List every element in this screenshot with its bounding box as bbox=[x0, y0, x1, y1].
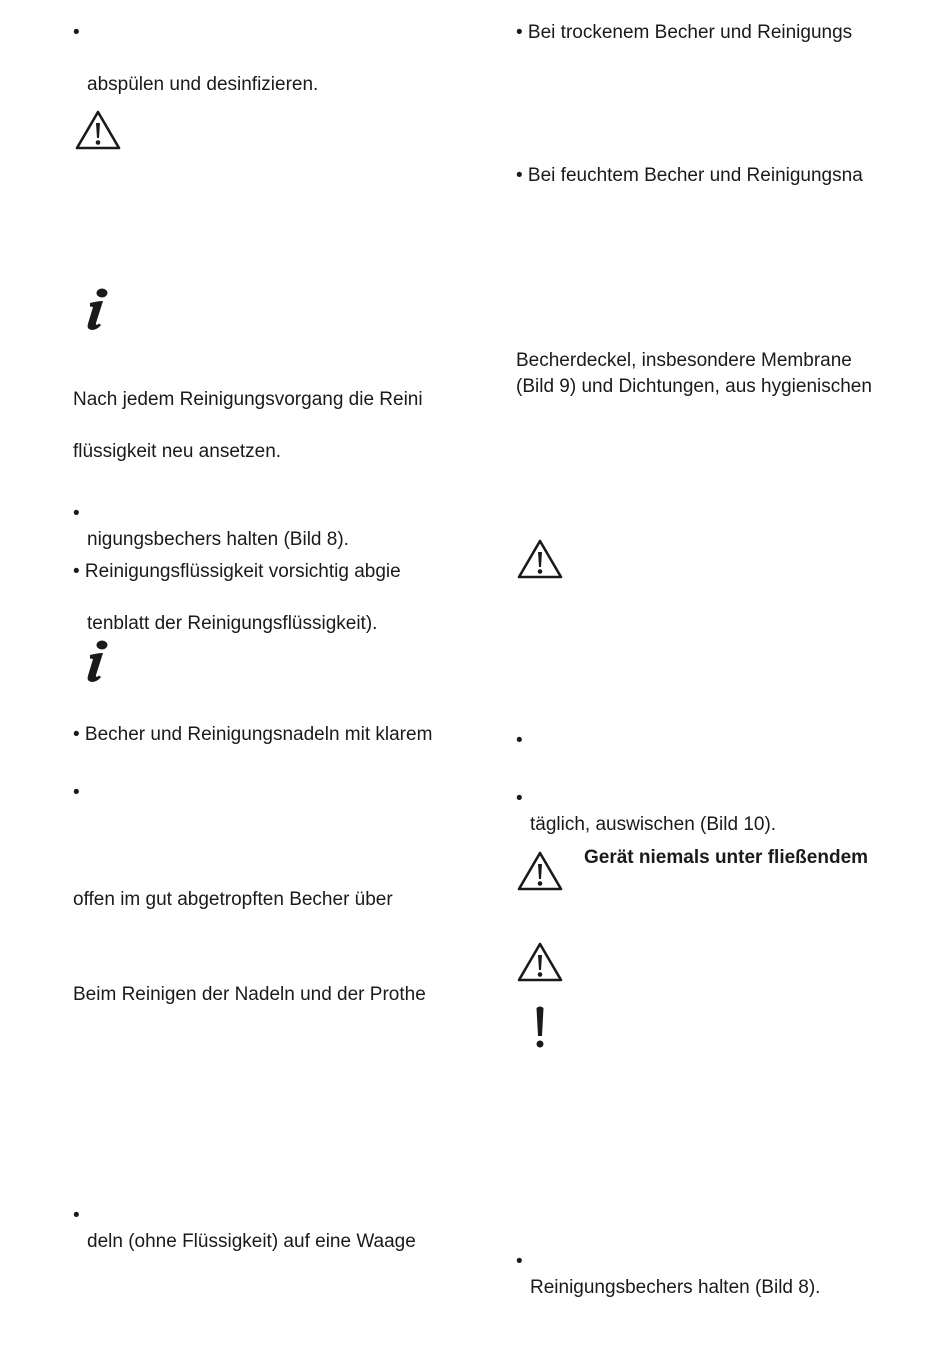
text-line: nigungsbechers halten (Bild 8). bbox=[87, 529, 349, 550]
text-line: (Bild 9) und Dichtungen, aus hygienischen bbox=[516, 376, 872, 397]
text-line: offen im gut abgetropften Becher über bbox=[73, 889, 393, 910]
warning-triangle-icon bbox=[517, 539, 563, 579]
bullet: • bbox=[73, 782, 80, 803]
warning-heading: Gerät niemals unter fließendem bbox=[584, 847, 869, 868]
text-line: tenblatt der Reinigungsflüssigkeit). bbox=[87, 613, 378, 634]
warning-triangle-icon bbox=[517, 942, 563, 982]
bullet: • bbox=[516, 730, 523, 751]
exclamation-icon bbox=[532, 1005, 548, 1051]
text-line: deln (ohne Flüssigkeit) auf eine Waage bbox=[87, 1231, 416, 1252]
info-icon bbox=[82, 287, 112, 333]
info-icon bbox=[82, 639, 112, 685]
text-line: abspülen und desinfizieren. bbox=[87, 74, 319, 95]
bullet: • bbox=[516, 1251, 523, 1272]
text-line: • Becher und Reinigungsnadeln mit klarem bbox=[73, 724, 433, 745]
warning-triangle-icon bbox=[517, 851, 563, 891]
text-line: • Bei feuchtem Becher und Reinigungsna bbox=[516, 165, 863, 186]
text-line: Nach jedem Reinigungsvorgang die Reini bbox=[73, 389, 423, 410]
text-line: Beim Reinigen der Nadeln und der Prothe bbox=[73, 984, 426, 1005]
bullet: • bbox=[73, 503, 80, 524]
text-line: • Bei trockenem Becher und Reinigungs bbox=[516, 22, 853, 43]
warning-triangle-icon bbox=[75, 110, 121, 150]
bullet: • bbox=[73, 22, 80, 43]
text-line: • Reinigungsflüssigkeit vorsichtig abgie bbox=[73, 561, 401, 582]
text-line: flüssigkeit neu ansetzen. bbox=[73, 441, 282, 462]
bullet: • bbox=[73, 1205, 80, 1226]
bullet: • bbox=[516, 788, 523, 809]
text-line: Reinigungsbechers halten (Bild 8). bbox=[530, 1277, 821, 1298]
text-line: Becherdeckel, insbesondere Membrane bbox=[516, 350, 852, 371]
text-line: täglich, auswischen (Bild 10). bbox=[530, 814, 777, 835]
